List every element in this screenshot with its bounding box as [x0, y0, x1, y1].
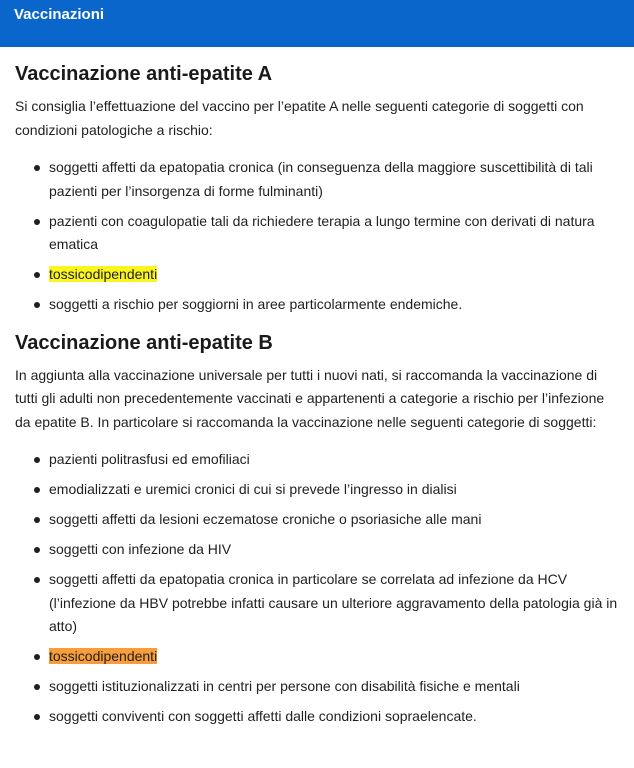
risk-category-list — [15, 156, 620, 317]
list-item — [15, 478, 620, 502]
list-item-text: soggetti affetti da epatopatia cronica (in conseguenza della maggiore suscettibilità di tali pazienti per l’insorgenza di forme fulminanti) — [49, 159, 593, 199]
list-item-text: pazienti politrasfusi ed emofiliaci — [49, 451, 250, 467]
list-item-text: pazienti con coagulopatie tali da richiedere terapia a lungo termine con derivati di natura ematica — [49, 212, 595, 252]
list-item — [15, 210, 620, 257]
section-intro: In aggiunta alla vaccinazione universale per tutti i nuovi nati, si raccomanda la vaccinazione di tutti gli adulti non precedentemente vaccinati e appartenenti a categorie a rischio per l’infezione da epatite B. In particolare si raccomanda la vaccinazione nelle seguenti categorie di soggetti: — [15, 366, 605, 430]
list-item — [15, 645, 620, 669]
section-hepatitis-b — [15, 330, 620, 729]
highlighted-list-item-text: tossicodipendenti — [49, 266, 158, 282]
page-header-bar — [0, 0, 634, 47]
list-item — [15, 705, 620, 729]
list-item — [15, 675, 620, 699]
list-item — [15, 156, 620, 203]
list-item — [15, 568, 620, 639]
section-heading: Vaccinazione anti-epatite B — [15, 331, 273, 354]
list-item — [15, 508, 620, 532]
section-hepatitis-a — [15, 61, 620, 317]
highlighted-list-item-text: tossicodipendenti — [49, 648, 158, 664]
section-heading: Vaccinazione anti-epatite A — [15, 63, 273, 85]
list-item — [15, 538, 620, 562]
list-item-text: soggetti affetti da epatopatia cronica in particolare se correlata ad infezione da HCV (l’infezione da HBV potrebbe infatti causare un ulteriore aggravamento della patologia già in atto) — [49, 571, 618, 634]
list-item — [15, 448, 620, 472]
main-content — [15, 61, 620, 735]
list-item-text: soggetti affetti da lesioni eczematose croniche o psoriasiche alle mani — [49, 511, 482, 527]
list-item-text: emodializzati e uremici cronici di cui si prevede l’ingresso in dialisi — [49, 481, 457, 497]
list-item — [15, 263, 620, 287]
list-item-text: soggetti conviventi con soggetti affetti dalle condizioni sopraelencate. — [49, 708, 477, 724]
page-header-title: Vaccinazioni — [14, 6, 105, 23]
list-item — [15, 293, 620, 317]
list-item-text: soggetti istituzionalizzati in centri per persone con disabilità fisiche e mentali — [49, 678, 520, 694]
risk-category-list — [15, 448, 620, 729]
list-item-text: soggetti a rischio per soggiorni in aree particolarmente endemiche. — [49, 296, 463, 312]
list-item-text: soggetti con infezione da HIV — [49, 541, 232, 557]
section-intro: Si consiglia l’effettuazione del vaccino per l’epatite A nelle seguenti categorie di soggetti con condizioni patologiche a rischio: — [15, 98, 584, 138]
